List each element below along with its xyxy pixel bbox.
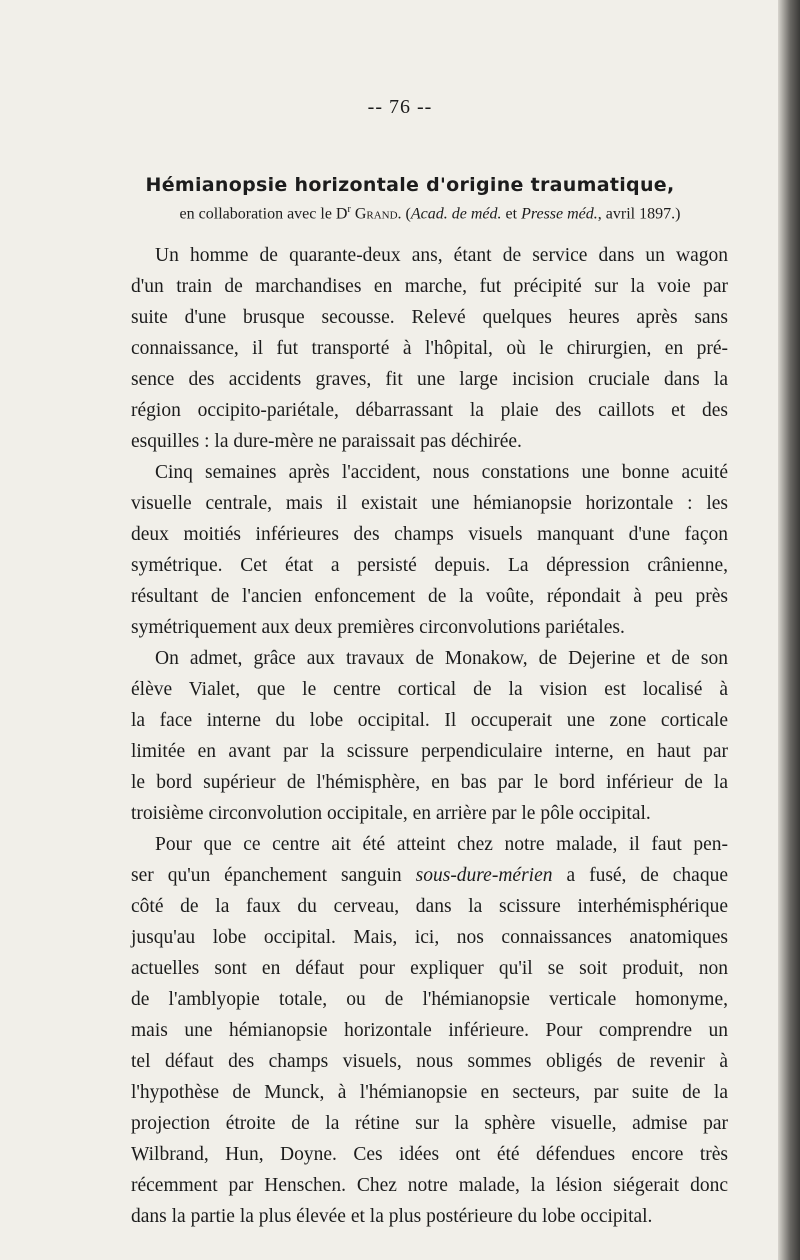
text-line: limitée en avant par la scissure perpendiculaire interne, en haut par: [131, 741, 728, 762]
section-byline: [125, 204, 735, 223]
section-title: Hémianopsie horizontale d'origine traumatique,: [145, 174, 675, 196]
text-line: l'hypothèse de Munck, à l'hémianopsie en secteurs, par suite de la: [131, 1082, 728, 1103]
text-line: On admet, grâce aux travaux de Monakow, de Dejerine et de son: [155, 648, 728, 669]
text-line: sence des accidents graves, fit une large incision cruciale dans la: [131, 369, 728, 390]
text-line: mais une hémianopsie horizontale inférieure. Pour comprendre un: [131, 1020, 728, 1041]
text-line: suite d'une brusque secousse. Relevé quelques heures après sans: [131, 307, 728, 328]
text-line: le bord supérieur de l'hémisphère, en bas par le bord inférieur de la: [131, 772, 728, 793]
byline-journal2: Presse méd.: [521, 205, 598, 223]
byline-author: Grand: [354, 205, 398, 223]
text-line-italic-term: [131, 860, 728, 891]
text-line: région occipito-pariétale, débarrassant la plaie des caillots et des: [131, 400, 728, 421]
text-line: esquilles : la dure-mère ne paraissait pas déchirée.: [131, 431, 522, 452]
text-line: d'un train de marchandises en marche, fut précipité sur la voie par: [131, 276, 728, 297]
text-line: Cinq semaines après l'accident, nous constations une bonne acuité: [155, 462, 728, 483]
text-line: de l'amblyopie totale, ou de l'hémianopsie verticale homonyme,: [131, 989, 728, 1010]
text-line: élève Vialet, que le centre cortical de la vision est localisé à: [131, 679, 728, 700]
text-segment: a fusé, de chaque: [552, 865, 728, 886]
text-line: connaissance, il fut transporté à l'hôpital, où le chirurgien, en pré-: [131, 338, 728, 359]
page-number: -- 76 --: [367, 96, 433, 118]
text-line: symétriquement aux deux premières circonvolutions pariétales.: [131, 617, 625, 638]
italic-term: sous-dure-mérien: [415, 865, 553, 886]
text-line: troisième circonvolution occipitale, en arrière par le pôle occipital.: [131, 803, 651, 824]
byline-prefix: en collaboration avec le D: [179, 205, 348, 223]
byline-date: , avril 1897.): [597, 205, 681, 223]
text-line: la face interne du lobe occipital. Il occuperait une zone corticale: [131, 710, 728, 731]
body-text: [131, 240, 728, 1232]
text-line: Wilbrand, Hun, Doyne. Ces idées ont été défendues encore très: [131, 1144, 728, 1165]
text-line: résultant de l'ancien enfoncement de la voûte, répondait à peu près: [131, 586, 728, 607]
text-line: récemment par Henschen. Chez notre malade, la lésion siégerait donc: [131, 1175, 728, 1196]
text-line: symétrique. Cet état a persisté depuis. La dépression crânienne,: [131, 555, 728, 576]
byline-sep1: . (: [397, 205, 411, 223]
byline-superscript: r: [347, 204, 351, 215]
text-line: actuelles sont en défaut pour expliquer qu'il se soit produit, non: [131, 958, 728, 979]
scan-page-edge: [778, 0, 800, 1260]
byline-sep2: et: [501, 205, 522, 223]
text-line: Un homme de quarante-deux ans, étant de service dans un wagon: [155, 245, 728, 266]
text-line: Pour que ce centre ait été atteint chez notre malade, il faut pen-: [155, 834, 728, 855]
text-line: dans la partie la plus élevée et la plus postérieure du lobe occipital.: [131, 1206, 653, 1227]
text-line: visuelle centrale, mais il existait une hémianopsie horizontale : les: [131, 493, 728, 514]
text-line: côté de la faux du cerveau, dans la scissure interhémisphérique: [131, 896, 728, 917]
byline-journal1: Acad. de méd.: [410, 205, 502, 223]
text-line: projection étroite de la rétine sur la sphère visuelle, admise par: [131, 1113, 728, 1134]
text-line: deux moitiés inférieures des champs visuels manquant d'une façon: [131, 524, 728, 545]
text-line: tel défaut des champs visuels, nous sommes obligés de revenir à: [131, 1051, 728, 1072]
text-segment: ser qu'un épanchement sanguin: [131, 865, 416, 886]
text-line: jusqu'au lobe occipital. Mais, ici, nos connaissances anatomiques: [131, 927, 728, 948]
